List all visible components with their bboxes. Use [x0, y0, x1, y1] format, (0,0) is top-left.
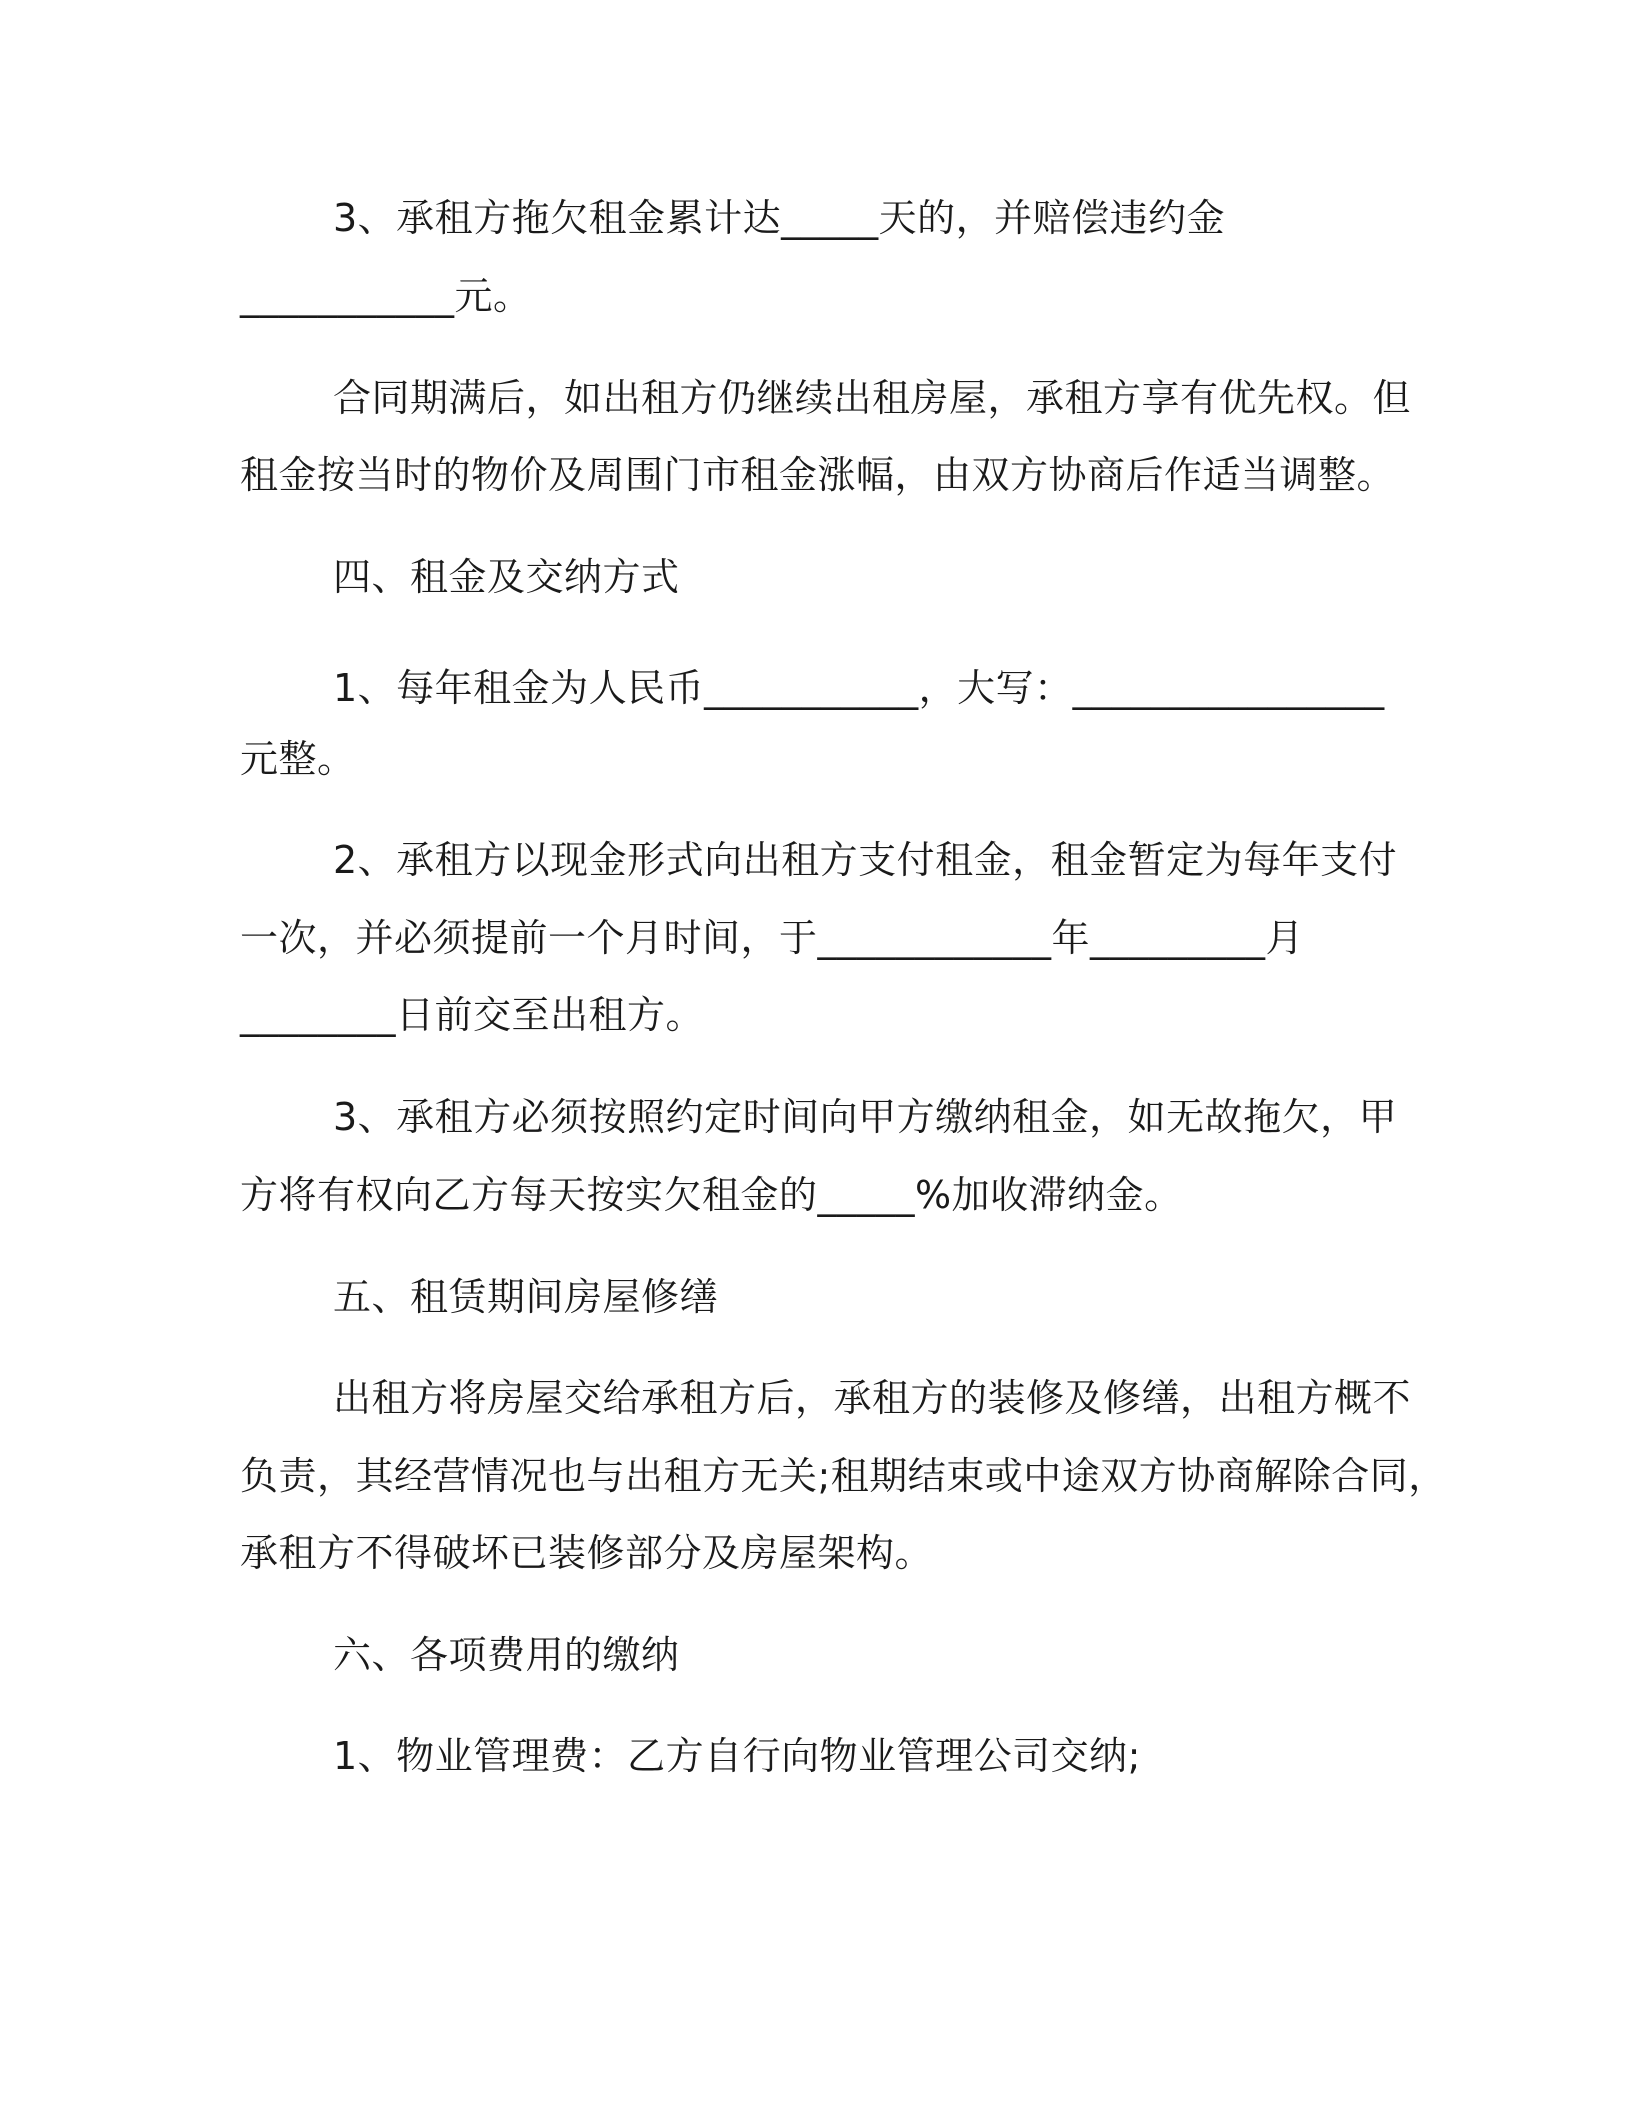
section-4-heading: 四、租金及交纳方式 — [333, 555, 680, 599]
section-5-paragraph-line-1: 出租方将房屋交给承租方后，承租方的装修及修缮，出租方概不 — [333, 1376, 1412, 1420]
section-5-paragraph-line-3: 承租方不得破坏已装修部分及房屋架构。 — [240, 1531, 934, 1575]
section-4-item-2-line-1: 2、承租方以现金形式向出租方支付租金，租金暂定为每年支付 — [333, 838, 1398, 882]
section-5-paragraph-line-2: 负责，其经营情况也与出租方无关;租期结束或中途双方协商解除合同， — [240, 1454, 1447, 1498]
section-4-item-2-line-2: 一次，并必须提前一个月时间，于____________年_________月 — [240, 916, 1305, 960]
clause-3-overdue-rent-line-1: 3、承租方拖欠租金累计达_____天的，并赔偿违约金 — [333, 196, 1226, 240]
renewal-priority-line-2: 租金按当时的物价及周围门市租金涨幅，由双方协商后作适当调整。 — [240, 453, 1396, 497]
section-4-item-1-line-1: 1、每年租金为人民币___________，大写：________________ — [333, 666, 1385, 710]
section-5-heading: 五、租赁期间房屋修缮 — [333, 1275, 719, 1319]
section-4-item-2-line-3: ________日前交至出租方。 — [240, 993, 705, 1037]
section-6-heading: 六、各项费用的缴纳 — [333, 1633, 680, 1677]
section-4-item-3-line-2: 方将有权向乙方每天按实欠租金的_____%加收滞纳金。 — [240, 1173, 1183, 1217]
renewal-priority-line-1: 合同期满后，如出租方仍继续出租房屋，承租方享有优先权。但 — [333, 376, 1412, 420]
section-4-item-3-line-1: 3、承租方必须按照约定时间向甲方缴纳租金，如无故拖欠，甲 — [333, 1095, 1398, 1139]
section-4-item-1-line-2: 元整。 — [240, 737, 356, 781]
clause-3-overdue-rent-line-2: ___________元。 — [240, 274, 532, 318]
section-6-item-1: 1、物业管理费：乙方自行向物业管理公司交纳; — [333, 1734, 1141, 1778]
